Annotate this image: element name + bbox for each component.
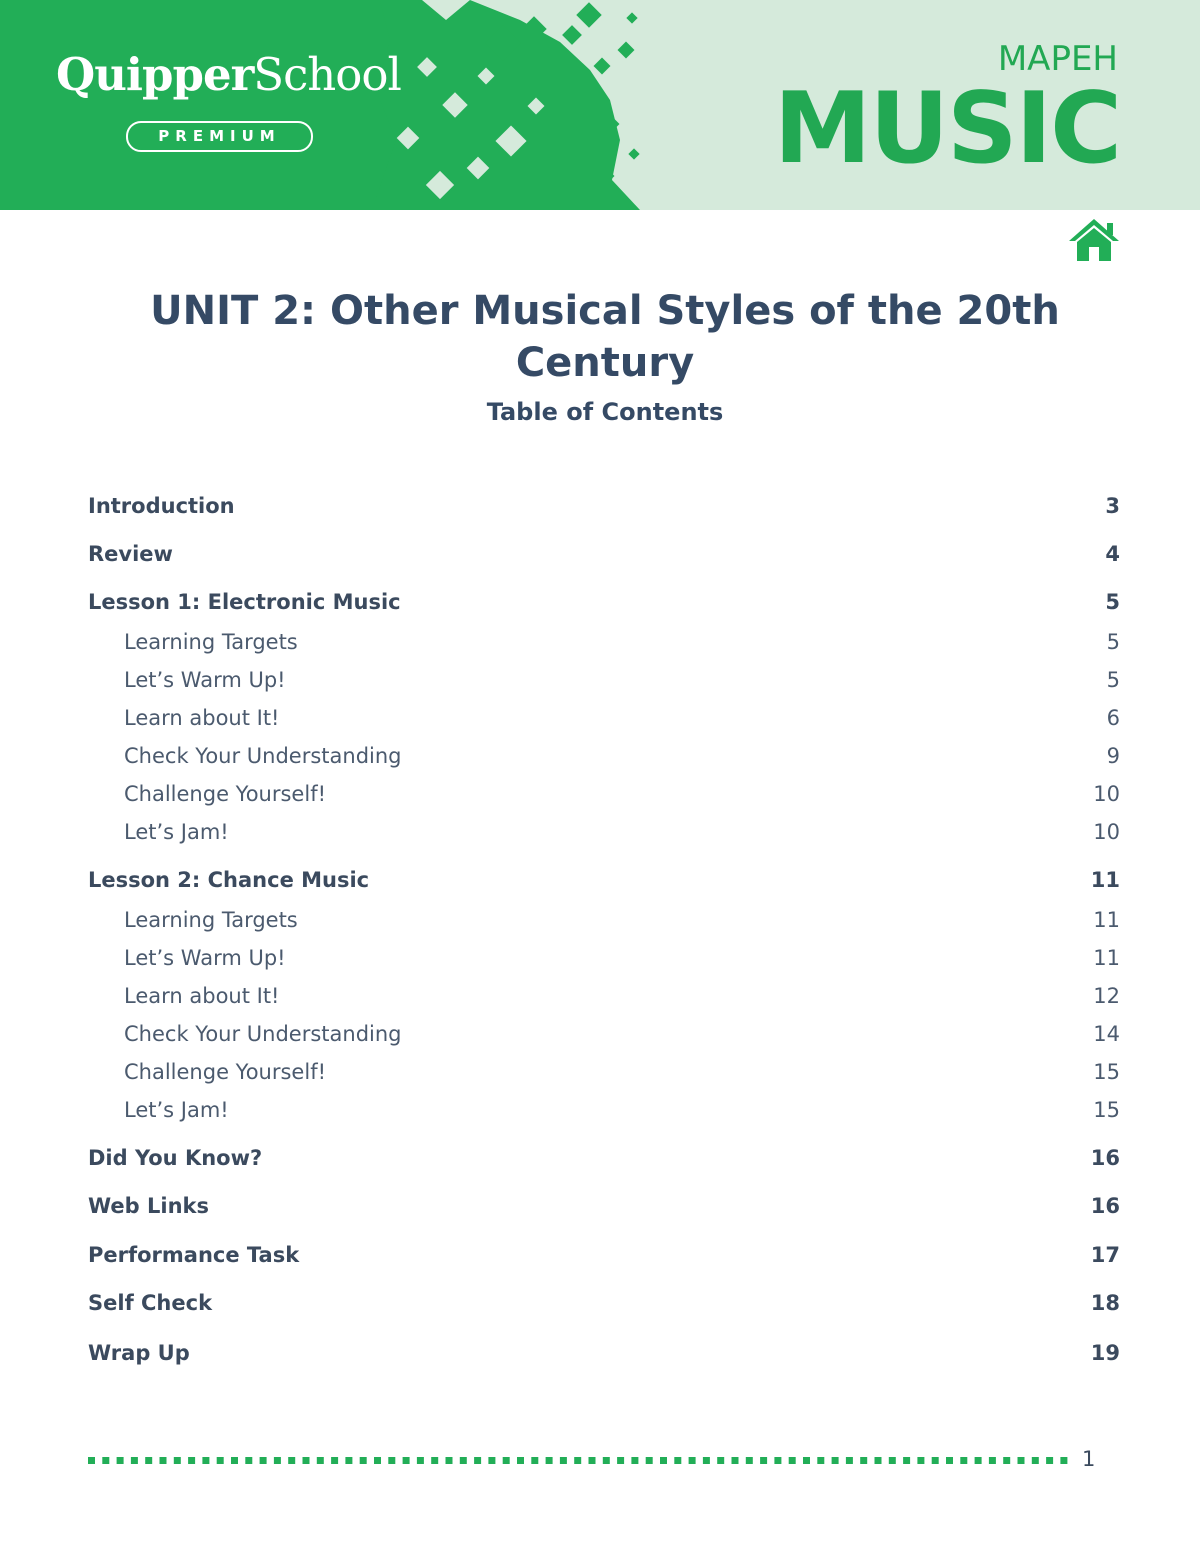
toc-entry-label: Performance Task bbox=[88, 1243, 300, 1267]
toc-entry-page: 19 bbox=[1090, 1341, 1120, 1365]
toc-entry-label: Lesson 1: Electronic Music bbox=[88, 590, 401, 614]
toc-entry-page: 4 bbox=[1105, 542, 1120, 566]
toc-entry-label: Challenge Yourself! bbox=[124, 1060, 327, 1084]
toc-entry[interactable] bbox=[0, 538, 1200, 570]
toc-entry-page: 12 bbox=[1093, 984, 1120, 1008]
toc-entry-label: Let’s Warm Up! bbox=[124, 946, 286, 970]
toc-entry[interactable] bbox=[0, 702, 1200, 734]
toc-entry-label: Learning Targets bbox=[124, 630, 298, 654]
toc-entry[interactable] bbox=[0, 1018, 1200, 1050]
toc-entry-page: 5 bbox=[1105, 590, 1120, 614]
page-title-line-1: UNIT 2: Other Musical Styles of the 20th bbox=[150, 288, 1060, 334]
toc-entry-label: Let’s Warm Up! bbox=[124, 668, 286, 692]
toc-heading: Table of Contents bbox=[486, 398, 724, 426]
toc-entry-label: Learn about It! bbox=[124, 706, 280, 730]
toc-entry-page: 15 bbox=[1093, 1060, 1120, 1084]
toc-entry-page: 10 bbox=[1093, 820, 1120, 844]
toc-entry-label: Learn about It! bbox=[124, 984, 280, 1008]
toc-entry-page: 17 bbox=[1090, 1243, 1120, 1267]
page-number: 1 bbox=[1082, 1447, 1096, 1471]
toc-entry-label: Web Links bbox=[88, 1194, 209, 1218]
toc-entry-page: 14 bbox=[1093, 1022, 1120, 1046]
page-title bbox=[120, 285, 1090, 389]
toc-entry-label: Check Your Understanding bbox=[124, 744, 402, 768]
toc-entry-page: 9 bbox=[1106, 744, 1120, 768]
subject-title: MUSIC bbox=[773, 72, 1120, 186]
toc-entry[interactable] bbox=[0, 1337, 1200, 1369]
premium-badge: PREMIUM bbox=[126, 121, 313, 152]
header-banner bbox=[0, 0, 1200, 210]
toc-entry[interactable] bbox=[0, 1142, 1200, 1174]
toc-entry-page: 6 bbox=[1106, 706, 1120, 730]
toc-entry[interactable] bbox=[0, 1056, 1200, 1088]
toc-entry[interactable] bbox=[0, 942, 1200, 974]
toc-entry[interactable] bbox=[0, 740, 1200, 772]
toc-entry-label: Challenge Yourself! bbox=[124, 782, 327, 806]
toc-entry-label: Learning Targets bbox=[124, 908, 298, 932]
toc-entry[interactable] bbox=[0, 1190, 1200, 1222]
toc-entry-page: 15 bbox=[1093, 1098, 1120, 1122]
home-icon[interactable] bbox=[1067, 217, 1121, 263]
toc-entry-label: Did You Know? bbox=[88, 1146, 263, 1170]
toc-entry-page: 18 bbox=[1090, 1291, 1120, 1315]
subject-group-label: MAPEH bbox=[997, 39, 1118, 79]
toc-entry-label: Check Your Understanding bbox=[124, 1022, 402, 1046]
toc-entry-label: Self Check bbox=[88, 1291, 213, 1315]
toc-entry-label: Let’s Jam! bbox=[124, 820, 229, 844]
toc-entry-page: 11 bbox=[1093, 946, 1120, 970]
toc-entry[interactable] bbox=[0, 778, 1200, 810]
toc-entry-label: Wrap Up bbox=[88, 1341, 190, 1365]
toc-entry[interactable] bbox=[0, 864, 1200, 896]
toc-entry-page: 3 bbox=[1105, 494, 1120, 518]
quipper-school-logo bbox=[56, 48, 401, 101]
toc-entry-page: 16 bbox=[1090, 1194, 1120, 1218]
logo-school-text: School bbox=[253, 48, 401, 101]
toc-entry[interactable] bbox=[0, 490, 1200, 522]
toc-entry-label: Lesson 2: Chance Music bbox=[88, 868, 370, 892]
toc-entry[interactable] bbox=[0, 1239, 1200, 1271]
toc-entry-page: 11 bbox=[1090, 868, 1120, 892]
toc-entry[interactable] bbox=[0, 980, 1200, 1012]
toc-entry-page: 11 bbox=[1093, 908, 1120, 932]
toc-entry-page: 5 bbox=[1106, 630, 1120, 654]
logo-quipper-text: Quipper bbox=[56, 48, 254, 101]
toc-entry[interactable] bbox=[0, 664, 1200, 696]
toc-entry-label: Let’s Jam! bbox=[124, 1098, 229, 1122]
toc-entry[interactable] bbox=[0, 1094, 1200, 1126]
toc-entry-page: 5 bbox=[1106, 668, 1120, 692]
toc-entry-label: Review bbox=[88, 542, 173, 566]
toc-entry[interactable] bbox=[0, 1287, 1200, 1319]
toc-entry[interactable] bbox=[0, 816, 1200, 848]
toc-entry-page: 16 bbox=[1090, 1146, 1120, 1170]
toc-entry[interactable] bbox=[0, 586, 1200, 618]
page-title-line-2: Century bbox=[515, 340, 695, 386]
toc-entry-label: Introduction bbox=[88, 494, 235, 518]
toc-entry-page: 10 bbox=[1093, 782, 1120, 806]
toc-entry[interactable] bbox=[0, 904, 1200, 936]
toc-entry[interactable] bbox=[0, 626, 1200, 658]
footer-dotted-line bbox=[88, 1454, 1078, 1468]
